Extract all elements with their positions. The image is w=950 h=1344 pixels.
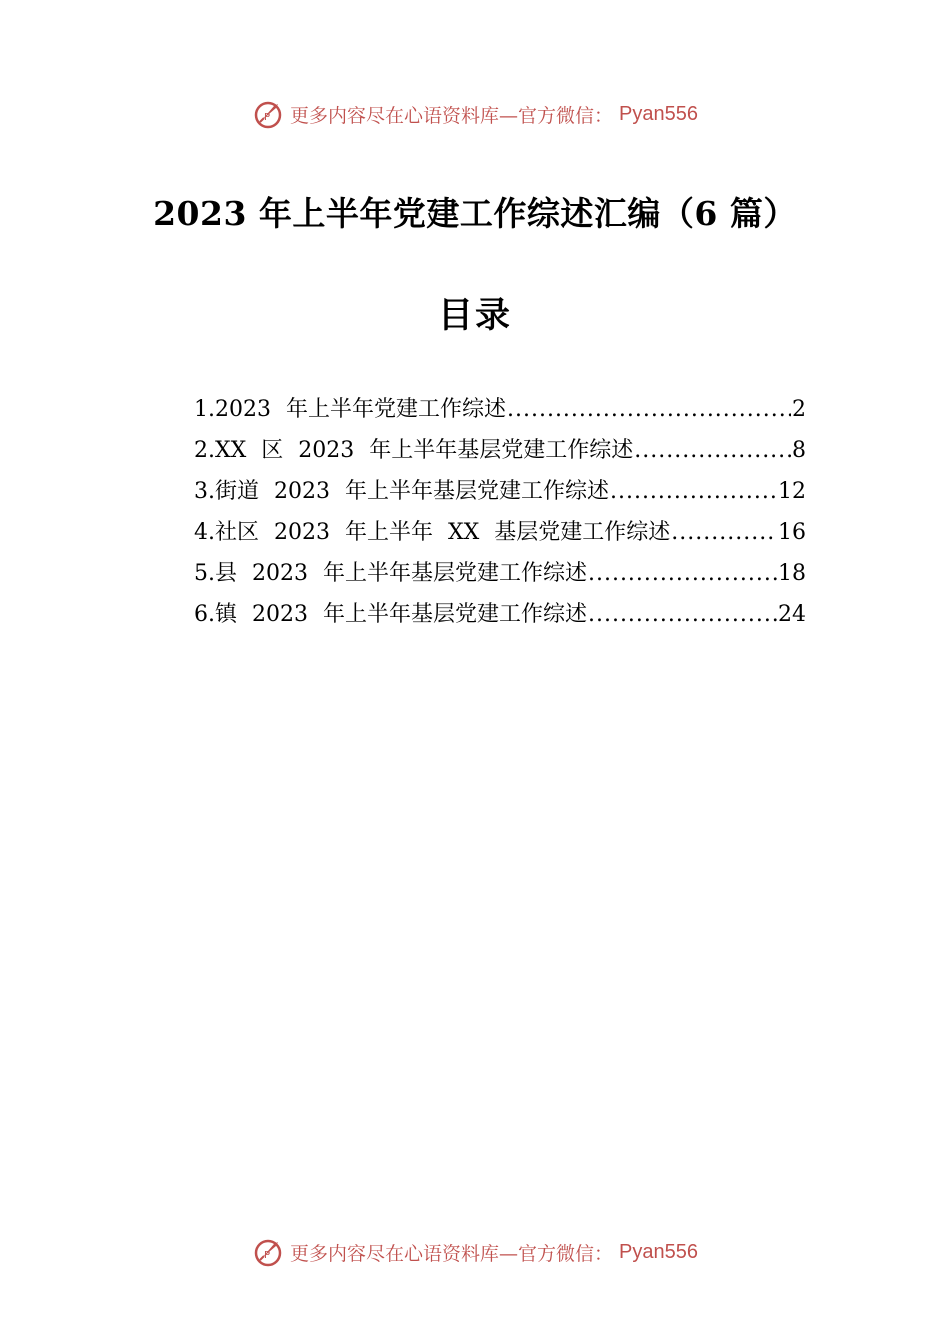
toc-entry-3[interactable] xyxy=(194,474,806,515)
toc-leader-dots xyxy=(671,520,777,545)
toc-entry-page: 16 xyxy=(778,520,806,545)
toc-entry-page: 18 xyxy=(778,561,806,586)
toc-entry-2[interactable] xyxy=(194,433,806,474)
watermark-text: 更多内容尽在心语资料库—官方微信： xyxy=(290,1242,614,1265)
toc-entry-label: 1.2023 年上半年党建工作综述 xyxy=(194,397,506,422)
toc-entry-page: 2 xyxy=(792,397,806,422)
quill-logo-icon xyxy=(252,1236,284,1268)
svg-text:P: P xyxy=(264,112,271,123)
svg-text:P: P xyxy=(264,1250,271,1261)
toc-entry-1[interactable] xyxy=(194,392,806,433)
footer-watermark xyxy=(0,1236,950,1268)
watermark-brand: Pyan556 xyxy=(619,102,698,125)
quill-logo-icon xyxy=(252,98,284,130)
toc-leader-dots xyxy=(610,479,777,504)
toc-entry-label: 2.XX 区 2023 年上半年基层党建工作综述 xyxy=(194,438,634,463)
toc-entry-page: 8 xyxy=(792,438,806,463)
toc-leader-dots xyxy=(634,438,791,463)
toc-leader-dots xyxy=(507,397,791,422)
table-of-contents xyxy=(194,392,806,638)
watermark-text: 更多内容尽在心语资料库—官方微信： xyxy=(290,104,614,127)
toc-entry-page: 12 xyxy=(778,479,806,504)
toc-entry-6[interactable] xyxy=(194,597,806,638)
toc-heading: 目录 xyxy=(437,295,512,336)
toc-entry-label: 3.街道 2023 年上半年基层党建工作综述 xyxy=(194,479,609,504)
watermark-brand: Pyan556 xyxy=(619,1240,698,1263)
toc-entry-page: 24 xyxy=(778,602,806,627)
toc-entry-label: 4.社区 2023 年上半年 XX 基层党建工作综述 xyxy=(194,520,671,545)
toc-entry-4[interactable] xyxy=(194,515,806,556)
toc-entry-label: 5.县 2023 年上半年基层党建工作综述 xyxy=(194,561,587,586)
toc-entry-5[interactable] xyxy=(194,556,806,597)
toc-leader-dots xyxy=(588,602,777,627)
toc-entry-label: 6.镇 2023 年上半年基层党建工作综述 xyxy=(194,602,587,627)
toc-leader-dots xyxy=(588,561,777,586)
header-watermark xyxy=(0,98,950,130)
document-title: 2023 年上半年党建工作综述汇编（6 篇） xyxy=(153,194,797,233)
